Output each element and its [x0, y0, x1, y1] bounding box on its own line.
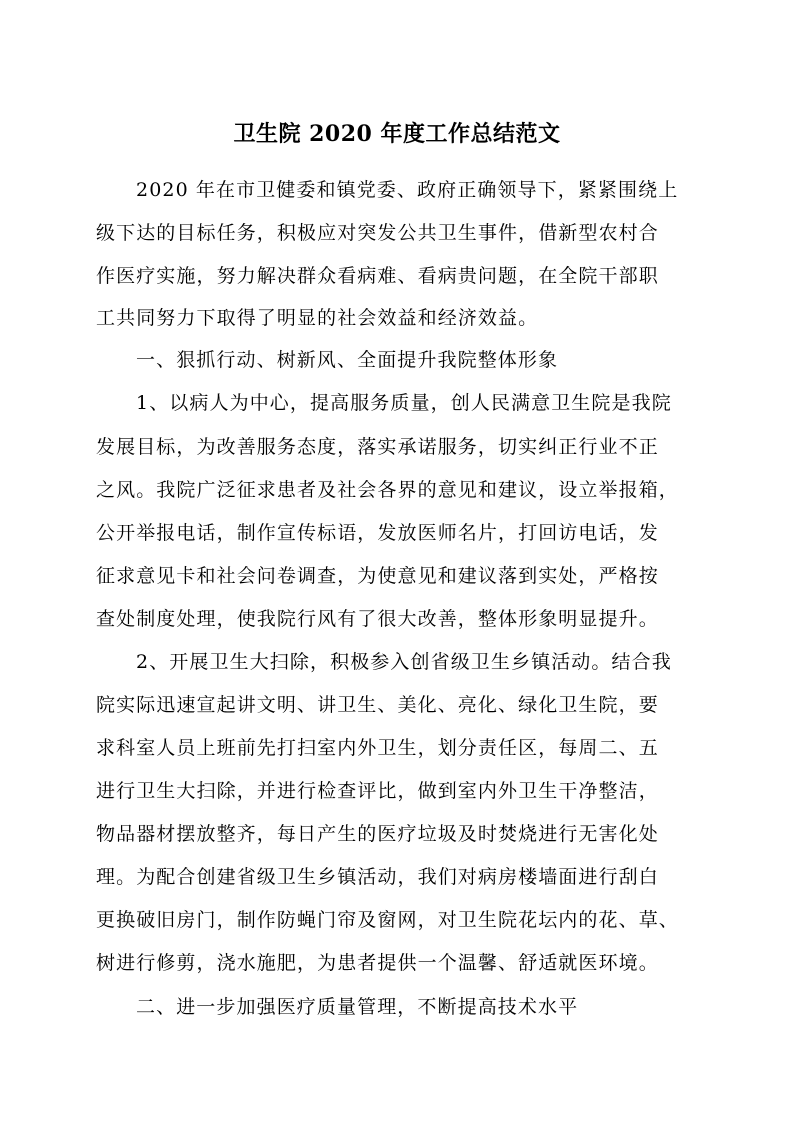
- paragraph-line: 树进行修剪，浇水施肥，为患者提供一个温馨、舒适就医环境。: [96, 952, 659, 974]
- paragraph-line: 理。为配合创建省级卫生乡镇活动，我们对病房楼墙面进行刮白: [96, 866, 659, 888]
- paragraph-line: 工共同努力下取得了明显的社会效益和经济效益。: [96, 307, 539, 329]
- document-title: 卫生院 2020 年度工作总结范文: [233, 121, 561, 147]
- paragraph-line: 1、以病人为中心，提高服务质量，创人民满意卫生院是我院: [136, 392, 672, 414]
- section-heading: 二、进一步加强医疗质量管理，不断提高技术水平: [136, 996, 579, 1018]
- paragraph-line: 求科室人员上班前先打扫室内外卫生，划分责任区，每周二、五: [96, 737, 659, 759]
- section-heading: 一、狠抓行动、树新风、全面提升我院整体形象: [136, 349, 559, 371]
- paragraph-line: 2020 年在市卫健委和镇党委、政府正确领导下，紧紧围绕上: [136, 179, 679, 201]
- paragraph-line: 发展目标，为改善服务态度，落实承诺服务，切实纠正行业不正: [96, 436, 659, 458]
- paragraph-line: 2、开展卫生大扫除，积极参入创省级卫生乡镇活动。结合我: [136, 651, 672, 673]
- paragraph-line: 级下达的目标任务，积极应对突发公共卫生事件，借新型农村合: [96, 222, 659, 244]
- paragraph-line: 征求意见卡和社会问卷调查，为使意见和建议落到实处，严格按: [96, 565, 659, 587]
- paragraph-line: 之风。我院广泛征求患者及社会各界的意见和建议，设立举报箱，: [96, 479, 679, 501]
- paragraph-line: 作医疗实施，努力解决群众看病难、看病贵问题，在全院干部职: [96, 265, 659, 287]
- paragraph-line: 院实际迅速宣起讲文明、讲卫生、美化、亮化、绿化卫生院，要: [96, 694, 659, 716]
- paragraph-line: 查处制度处理，使我院行风有了很大改善，整体形象明显提升。: [96, 608, 659, 630]
- paragraph-line: 更换破旧房门，制作防蝇门帘及窗网，对卫生院花坛内的花、草、: [96, 909, 679, 931]
- paragraph-line: 进行卫生大扫除，并进行检查评比，做到室内外卫生干净整洁，: [96, 780, 659, 802]
- paragraph-line: 物品器材摆放整齐，每日产生的医疗垃圾及时焚烧进行无害化处: [96, 823, 659, 845]
- paragraph-line: 公开举报电话，制作宣传标语，发放医师名片，打回访电话，发: [96, 522, 659, 544]
